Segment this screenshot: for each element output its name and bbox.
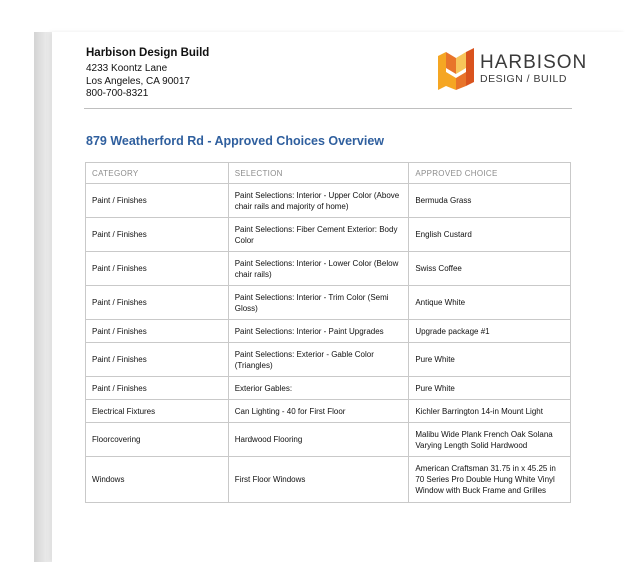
- cell-selection: Hardwood Flooring: [228, 423, 409, 457]
- cell-approved-choice: Pure White: [409, 377, 571, 400]
- column-header-category: CATEGORY: [86, 163, 229, 184]
- cell-selection: Paint Selections: Interior - Paint Upgrades: [228, 320, 409, 343]
- table-row: [86, 457, 571, 503]
- cell-approved-choice: English Custard: [409, 218, 571, 252]
- cell-category: Paint / Finishes: [86, 184, 229, 218]
- cell-selection: Paint Selections: Interior - Lower Color (Below chair rails): [228, 252, 409, 286]
- cell-approved-choice: Upgrade package #1: [409, 320, 571, 343]
- cell-category: Electrical Fixtures: [86, 400, 229, 423]
- column-header-selection: SELECTION: [228, 163, 409, 184]
- cell-selection: Paint Selections: Interior - Upper Color (Above chair rails and majority of home): [228, 184, 409, 218]
- company-phone: 800-700-8321: [86, 88, 149, 99]
- table-row: [86, 252, 571, 286]
- cell-category: Windows: [86, 457, 229, 503]
- company-address-line2: Los Angeles, CA 90017: [86, 75, 190, 87]
- table-row: [86, 320, 571, 343]
- table-row: [86, 286, 571, 320]
- header-divider: [84, 108, 572, 109]
- cell-selection: Can Lighting - 40 for First Floor: [228, 400, 409, 423]
- logo-wordmark: HARBISON: [480, 52, 588, 73]
- cell-approved-choice: Antique White: [409, 286, 571, 320]
- cell-category: Paint / Finishes: [86, 320, 229, 343]
- cell-category: Paint / Finishes: [86, 343, 229, 377]
- cell-approved-choice: Malibu Wide Plank French Oak Solana Varying Length Solid Hardwood: [409, 423, 571, 457]
- cell-selection: Paint Selections: Exterior - Gable Color (Triangles): [228, 343, 409, 377]
- cell-category: Paint / Finishes: [86, 286, 229, 320]
- cell-approved-choice: Bermuda Grass: [409, 184, 571, 218]
- cell-category: Paint / Finishes: [86, 377, 229, 400]
- company-logo: [438, 48, 588, 90]
- column-header-approved-choice: APPROVED CHOICE: [409, 163, 571, 184]
- cell-category: Paint / Finishes: [86, 252, 229, 286]
- logo-tagline: DESIGN / BUILD: [480, 73, 567, 85]
- approved-choices-table: [85, 162, 571, 503]
- table-row: [86, 400, 571, 423]
- cell-category: Floorcovering: [86, 423, 229, 457]
- table-row: [86, 377, 571, 400]
- harbison-logo-icon: [438, 48, 474, 90]
- company-name: Harbison Design Build: [86, 47, 210, 59]
- cell-selection: First Floor Windows: [228, 457, 409, 503]
- cell-selection: Exterior Gables:: [228, 377, 409, 400]
- cell-approved-choice: Pure White: [409, 343, 571, 377]
- page-title: 879 Weatherford Rd - Approved Choices Overview: [86, 134, 384, 148]
- cell-approved-choice: Kichler Barrington 14-in Mount Light: [409, 400, 571, 423]
- table-row: [86, 423, 571, 457]
- cell-approved-choice: Swiss Coffee: [409, 252, 571, 286]
- table-row: [86, 218, 571, 252]
- company-info: [86, 47, 306, 101]
- cell-category: Paint / Finishes: [86, 218, 229, 252]
- table-row: [86, 343, 571, 377]
- cell-approved-choice: American Craftsman 31.75 in x 45.25 in 70 Series Pro Double Hung White Vinyl Window with Buck Frame and Grilles: [409, 457, 571, 503]
- document-page: [52, 32, 625, 562]
- cell-selection: Paint Selections: Fiber Cement Exterior: Body Color: [228, 218, 409, 252]
- cell-selection: Paint Selections: Interior - Trim Color (Semi Gloss): [228, 286, 409, 320]
- table-header-row: [86, 163, 571, 184]
- table-row: [86, 184, 571, 218]
- company-address-line1: 4233 Koontz Lane: [86, 63, 168, 74]
